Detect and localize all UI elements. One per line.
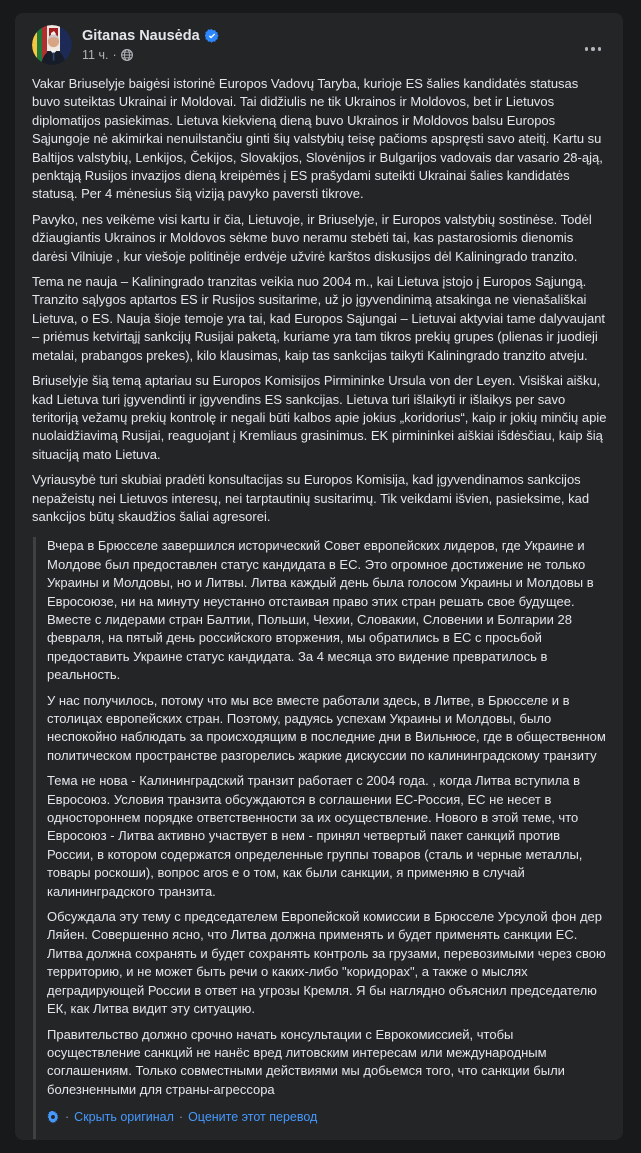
post-paragraph: Briuselyje šią temą aptariau su Europos Komisijos Pirmininke Ursula von der Leyen. Visiškai aišku, kad Lietuva turi įgyvendinti ir įgyvendins ES sankcijas. Lietuva turi išlaikyti ir išlaikys per savo teritoriją vežamų prekių kontrolę ir negali būti kalbos apie jokius „koridorius“, kaip ir jokių minčių apie nuolaidžiavimą Rusijai, reaguojant į Kremliaus grasinimus. EK pirmininkei aiškiai išdėsčiau, kaip šią situaciją mato Lietuva.	[32, 373, 607, 462]
translation-paragraph: Тема не нова - Калининградский транзит работает с 2004 года. , когда Литва вступила в Евросоюз. Условия транзита обсуждаются в соглашении ЕС-Россия, ЕС не несет в одностороннем порядке ответственности за их осуществление. Нового в этой теме, что Евросоюз - Литва активно участвует в нем - принял четвертый пакет санкций против России, в котором содержатся определенные группы товаров (сталь и черные металлы, товары роскоши), вопрос aros е о том, как были санкции, я применяю в случай калининградского транзита.	[47, 773, 583, 899]
more-options-button[interactable]	[581, 39, 606, 59]
controls-separator: ·	[65, 1110, 70, 1125]
header-meta	[82, 27, 219, 63]
globe-icon	[121, 49, 133, 61]
author-name[interactable]: Gitanas Nausėda	[82, 28, 200, 44]
avatar-image	[32, 25, 72, 65]
translation-block	[33, 537, 607, 1139]
translation-paragraph: У нас получилось, потому что мы все вместе работали здесь, в Литве, в Брюсселе и в столицах европейских стран. Поэтому, радуясь успехам Украины и Молдовы, было неспокойно наблюдать за происходящим в последние дни в Вильнюсе, где в общественном политическом пространстве разгорелись жаркие дискуссии по калининградскому транзиту	[47, 692, 606, 763]
more-dots-icon	[585, 47, 589, 51]
post-paragraph: Vyriausybė turi skubiai pradėti konsultacijas su Europos Komisija, kad įgyvendinamos sankcijos nepažeistų nei Lietuvos interesų, nei tarptautinių susitarimų. Tik veikdami išvien, pasieksime, kad sankcijos būtų skaudžios šaliai agresorei.	[32, 472, 590, 524]
facebook-post-card	[15, 13, 623, 1140]
translation-paragraph: Обсуждала эту тему с председателем Европейской комиссии в Брюсселе Урсулой фон дер Ляйен. Совершенно ясно, что Литва должна применять и будет применять санкции ЕС. Литва должна сохранять и будет сохранять контроль за грузами, перевозимыми через свою территорию, и не может быть речи о каких-либо "коридорах", а также о мыслях деградирующей России в ответ на угрозы Кремля. Я бы наглядно объяснил председателю ЕК, как Литва видит эту ситуацию.	[47, 909, 606, 1017]
post-paragraph: Pavyko, nes veikėme visi kartu ir čia, Lietuvoje, ir Briuselyje, ir Europos valstybių sostinėse. Todėl džiaugiantis Ukrainos ir Moldovos sėkme buvo neramu stebėti tai, kas pastarosiomis dienomis darėsi Vilniuje , kur viešoje politinėje erdvėje užvirė karštos diskusijos dėl Kaliningrado tranzito.	[32, 211, 592, 264]
more-dots-icon	[598, 47, 602, 51]
post-header	[15, 13, 623, 73]
translation-controls	[47, 1109, 607, 1139]
avatar[interactable]	[32, 25, 72, 65]
timestamp-separator: ·	[112, 48, 117, 62]
post-timestamp[interactable]: 11 ч.	[82, 48, 109, 62]
translation-paragraph: Правительство должно срочно начать консультации с Еврокомиссией, чтобы осуществление санкций не нанёс вред литовским интересам или международным соглашениям. Только совместными действиями мы добьемся того, что санкции были болезненными для страны-агрессора	[47, 1026, 565, 1097]
translation-paragraph: Вчера в Брюсселе завершился исторический Совет европейских лидеров, где Украине и Молдове был предоставлен статус кандидата в ЕС. Это огромное достижение не только Украины и Молдовы, но и Литвы. Литва каждый день была голосом Украины и Молдовы в Евросоюзе, ни на минуту неустанно отстаивая право этих стран решать свое будущее. Вместе с лидерами стран Балтии, Польши, Чехии, Словакии, Словении и Болгарии 28 февраля, на пятый день российского вторжения, мы обратились в ЕС с просьбой предоставить Украине статус кандидата. За 4 месяца это видение превратилось в реальность.	[47, 538, 594, 683]
verified-badge-icon	[205, 29, 219, 43]
controls-separator: ·	[178, 1110, 184, 1125]
post-body	[15, 73, 623, 1139]
hide-original-link[interactable]: Скрыть оригинал	[74, 1110, 174, 1125]
post-paragraph: Vakar Briuselyje baigėsi istorinė Europos Vadovų Taryba, kurioje ES šalies kandidatės statusas buvo suteiktas Ukrainai ir Moldovai. Tai didžiulis ne tik Ukrainos ir Moldovos, bet ir Lietuvos diplomatijos pasiekimas. Lietuva kiekvieną dieną buvo Ukrainos ir Moldovos balsu Europos Sąjungoje nė akimirkai nenuilstančiu ginti šių valstybių teisę pačioms apspręsti savo ateitį. Kartu su Baltijos valstybių, Lenkijos, Čekijos, Slovakijos, Slovėnijos ir Bulgarijos vadovais dar vasario 28-ąją, penktąją Rusijos invazijos dieną kreipėmės į ES prašydami suteikti Ukrainai šalies kandidatės statusą. Per 4 mėnesius šią viziją pavyko paversti tikrove.	[32, 76, 603, 202]
more-dots-icon	[591, 47, 595, 51]
post-paragraph: Tema ne nauja – Kaliningrado tranzitas veikia nuo 2004 m., kai Lietuva įstojo į Europos Sąjungą. Tranzito sąlygos aptartos ES ir Rusijos susitarime, už jo įgyvendinimą atsakinga ne vienašališkai Lietuva, o ES. Nauja šioje temoje yra tai, kad Europos Sąjungai – Lietuvai aktyviai tame dalyvaujant – priėmus ketvirtąjį sankcijų Rusijai paketą, kuriame yra tam tikros prekių grupes (plienas ir juodieji metalai, prabangos prekes), kilo klausimas, kaip tas sankcijas taikyti Kaliningrado tranzito atveju.	[32, 274, 606, 363]
rate-translation-link[interactable]: Оцените этот перевод	[188, 1110, 318, 1125]
gear-icon[interactable]	[47, 1111, 60, 1124]
